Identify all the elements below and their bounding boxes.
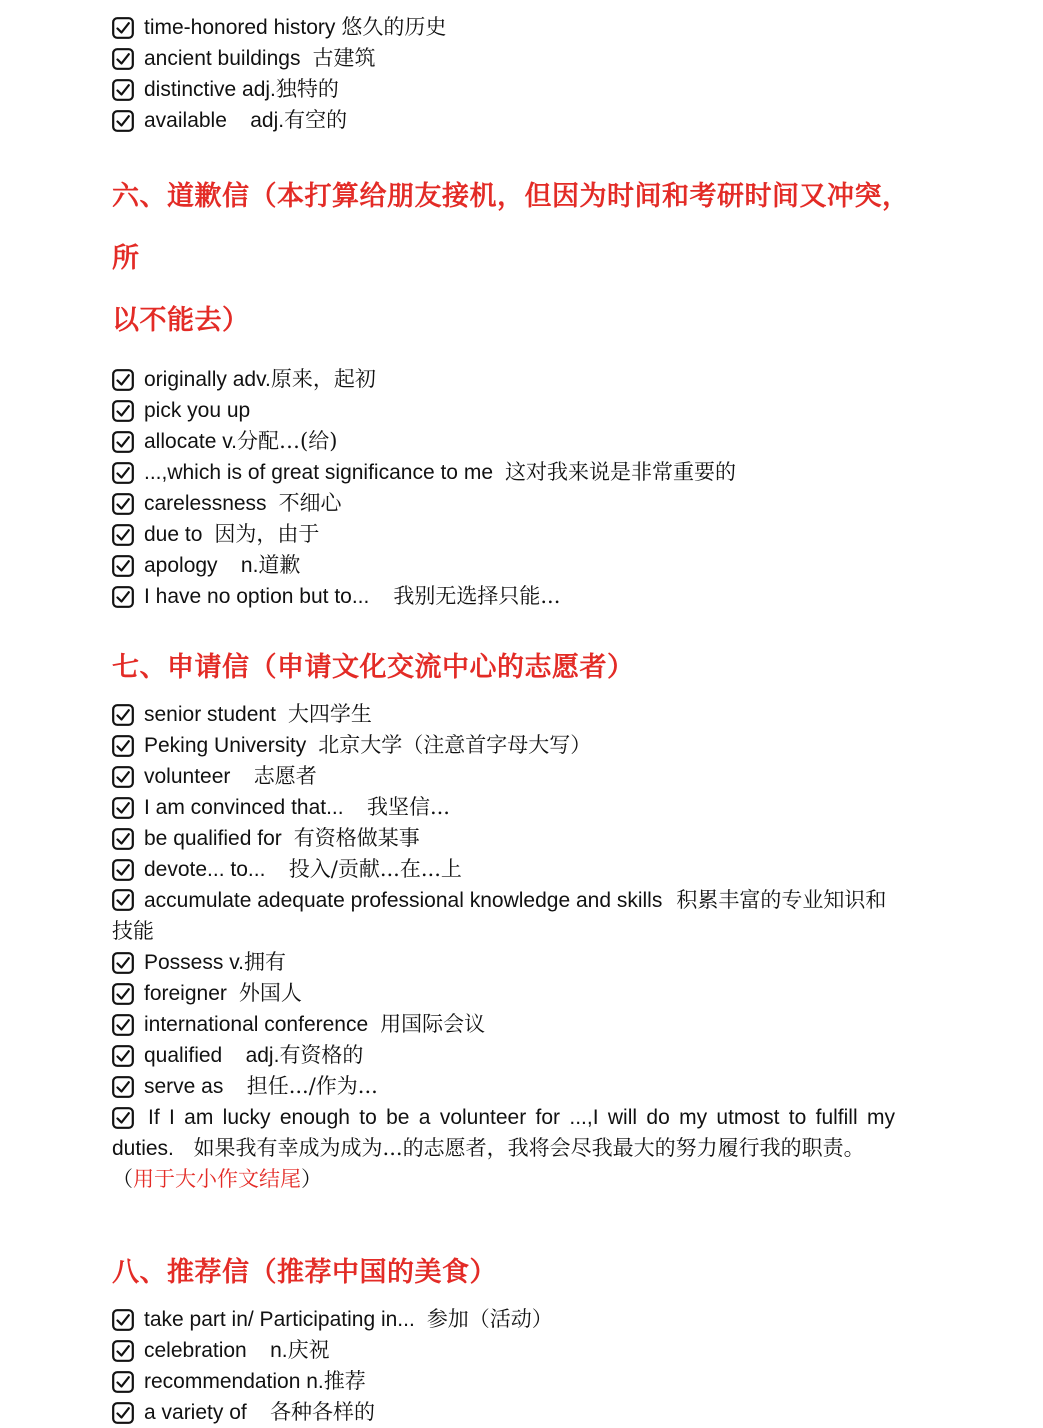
list-item-wrapped <box>112 885 934 947</box>
term-en: Possess v. <box>144 951 244 974</box>
document-page <box>112 12 934 1428</box>
section-8-vocab-list <box>112 1304 934 1428</box>
checked-checkbox-icon <box>112 859 134 881</box>
term-en: a variety of <box>144 1401 271 1424</box>
list-item <box>112 1397 934 1428</box>
list-item <box>112 519 934 550</box>
closing-note: 用于大小作文结尾 <box>133 1167 301 1191</box>
list-item <box>112 105 934 136</box>
list-item <box>112 395 934 426</box>
term-zh: 用国际会议 <box>380 1012 486 1036</box>
checked-checkbox-icon <box>112 1107 134 1129</box>
checked-checkbox-icon <box>112 400 134 422</box>
checked-checkbox-icon <box>112 1309 134 1331</box>
term-zh: 推荐 <box>323 1369 366 1393</box>
term-zh: 大四学生 <box>287 702 372 726</box>
checked-checkbox-icon <box>112 1045 134 1067</box>
list-item <box>112 1040 934 1071</box>
checked-checkbox-icon <box>112 1402 134 1424</box>
term-zh: 不细心 <box>278 491 342 515</box>
section-6-heading-line-1: 六、道歉信（本打算给朋友接机，但因为时间和考研时间又冲突，所 <box>112 181 910 274</box>
section-6-vocab-list <box>112 364 934 612</box>
term-zh: 积累丰富的专业知识和 <box>676 888 887 912</box>
checked-checkbox-icon <box>112 797 134 819</box>
term-zh: 投入/贡献...在...上 <box>288 857 462 881</box>
term-en: originally adv. <box>144 368 271 391</box>
list-item <box>112 581 934 612</box>
list-item <box>112 426 934 457</box>
term-en: allocate v. <box>144 430 237 453</box>
term-zh: 各种各样的 <box>270 1400 376 1424</box>
list-item <box>112 1304 934 1335</box>
list-item <box>112 457 934 488</box>
list-item <box>112 947 934 978</box>
checked-checkbox-icon <box>112 828 134 850</box>
term-zh: 北京大学（注意首字母大写） <box>318 733 592 757</box>
list-item <box>112 74 934 105</box>
closing-zh: 如果我有幸成为成为...的志愿者，我将会尽我最大的努力履行我的职责。 <box>193 1136 865 1160</box>
term-en: distinctive adj. <box>144 78 276 101</box>
term-en: qualified adj. <box>144 1044 280 1067</box>
list-item <box>112 364 934 395</box>
checked-checkbox-icon <box>112 704 134 726</box>
term-en: pick you up <box>144 399 251 422</box>
list-item <box>112 43 934 74</box>
term-zh: 独特的 <box>275 77 339 101</box>
list-item <box>112 1366 934 1397</box>
checked-checkbox-icon <box>112 493 134 515</box>
closing-en-line-1: If I am lucky enough to be a volunteer for ...,I will do my utmost to fulfill my <box>148 1106 895 1129</box>
term-en: ...,which is of great significance to me <box>144 461 493 484</box>
term-zh: 有资格做某事 <box>293 826 420 850</box>
term-en: available adj. <box>144 109 285 132</box>
section-7-heading: 七、申请信（申请文化交流中心的志愿者） <box>112 652 635 683</box>
list-item <box>112 823 934 854</box>
checked-checkbox-icon <box>112 17 134 39</box>
term-en: carelessness <box>144 492 267 515</box>
term-zh: 因为，由于 <box>214 522 320 546</box>
section-6-heading-line-2: 以不能去） <box>112 305 250 336</box>
list-item <box>112 1335 934 1366</box>
term-zh: 拥有 <box>243 950 286 974</box>
term-en: take part in/ Participating in... <box>144 1308 415 1331</box>
checked-checkbox-icon <box>112 48 134 70</box>
checked-checkbox-icon <box>112 79 134 101</box>
checked-checkbox-icon <box>112 431 134 453</box>
term-zh: 担任.../作为... <box>246 1074 378 1098</box>
list-item <box>112 1009 934 1040</box>
term-zh: 有空的 <box>284 108 348 132</box>
term-en: international conference <box>144 1013 369 1036</box>
term-en: apology n. <box>144 554 259 577</box>
checked-checkbox-icon <box>112 952 134 974</box>
list-item <box>112 12 934 43</box>
term-en: foreigner <box>144 982 227 1005</box>
term-zh: 古建筑 <box>312 46 376 70</box>
checked-checkbox-icon <box>112 1014 134 1036</box>
term-zh: 我坚信... <box>366 795 450 819</box>
term-en: volunteer <box>144 765 254 788</box>
list-item <box>112 761 934 792</box>
checked-checkbox-icon <box>112 983 134 1005</box>
term-zh: 有资格的 <box>279 1043 364 1067</box>
term-zh: 原来，起初 <box>270 367 376 391</box>
list-item <box>112 1071 934 1102</box>
term-zh: 庆祝 <box>287 1338 330 1362</box>
checked-checkbox-icon <box>112 1371 134 1393</box>
checked-checkbox-icon <box>112 369 134 391</box>
checked-checkbox-icon <box>112 766 134 788</box>
term-zh: 道歉 <box>258 553 301 577</box>
term-zh-continued: 技能 <box>112 919 154 943</box>
term-en: senior student <box>144 703 276 726</box>
checked-checkbox-icon <box>112 110 134 132</box>
closing-note-close: ） <box>301 1167 322 1191</box>
section-6-heading <box>112 166 934 352</box>
checked-checkbox-icon <box>112 1076 134 1098</box>
section-7-vocab-list <box>112 699 934 1195</box>
list-item <box>112 488 934 519</box>
term-en: I am convinced that... <box>144 796 367 819</box>
closing-en-line-2: duties. <box>112 1137 174 1160</box>
term-en: I have no option but to... <box>144 585 370 608</box>
term-zh: 悠久的历史 <box>341 15 447 39</box>
checked-checkbox-icon <box>112 1340 134 1362</box>
term-zh: 参加（活动） <box>426 1307 553 1331</box>
term-zh: 分配…(给) <box>237 429 338 453</box>
list-item <box>112 730 934 761</box>
checked-checkbox-icon <box>112 555 134 577</box>
term-zh: 我别无选择只能... <box>393 584 561 608</box>
checked-checkbox-icon <box>112 889 134 911</box>
term-en: devote... to... <box>144 858 289 881</box>
section-8-heading: 八、推荐信（推荐中国的美食） <box>112 1257 497 1288</box>
term-en: due to <box>144 523 203 546</box>
checked-checkbox-icon <box>112 524 134 546</box>
list-item <box>112 550 934 581</box>
term-en: be qualified for <box>144 827 282 850</box>
term-en: recommendation n. <box>144 1370 324 1393</box>
term-zh: 外国人 <box>238 981 302 1005</box>
term-en: celebration n. <box>144 1339 288 1362</box>
term-en: time-honored history <box>144 16 336 39</box>
list-item <box>112 699 934 730</box>
list-item <box>112 854 934 885</box>
checked-checkbox-icon <box>112 735 134 757</box>
term-en: Peking University <box>144 734 307 757</box>
term-zh: 这对我来说是非常重要的 <box>505 460 736 484</box>
list-item <box>112 978 934 1009</box>
term-en: ancient buildings <box>144 47 301 70</box>
checked-checkbox-icon <box>112 586 134 608</box>
term-zh: 志愿者 <box>253 764 317 788</box>
term-en: serve as <box>144 1075 247 1098</box>
list-item <box>112 792 934 823</box>
intro-vocab-list <box>112 12 934 136</box>
closing-note-open: （ <box>112 1167 133 1191</box>
closing-sentence <box>112 1102 934 1195</box>
term-en: accumulate adequate professional knowledge and skills <box>144 889 663 912</box>
checked-checkbox-icon <box>112 462 134 484</box>
